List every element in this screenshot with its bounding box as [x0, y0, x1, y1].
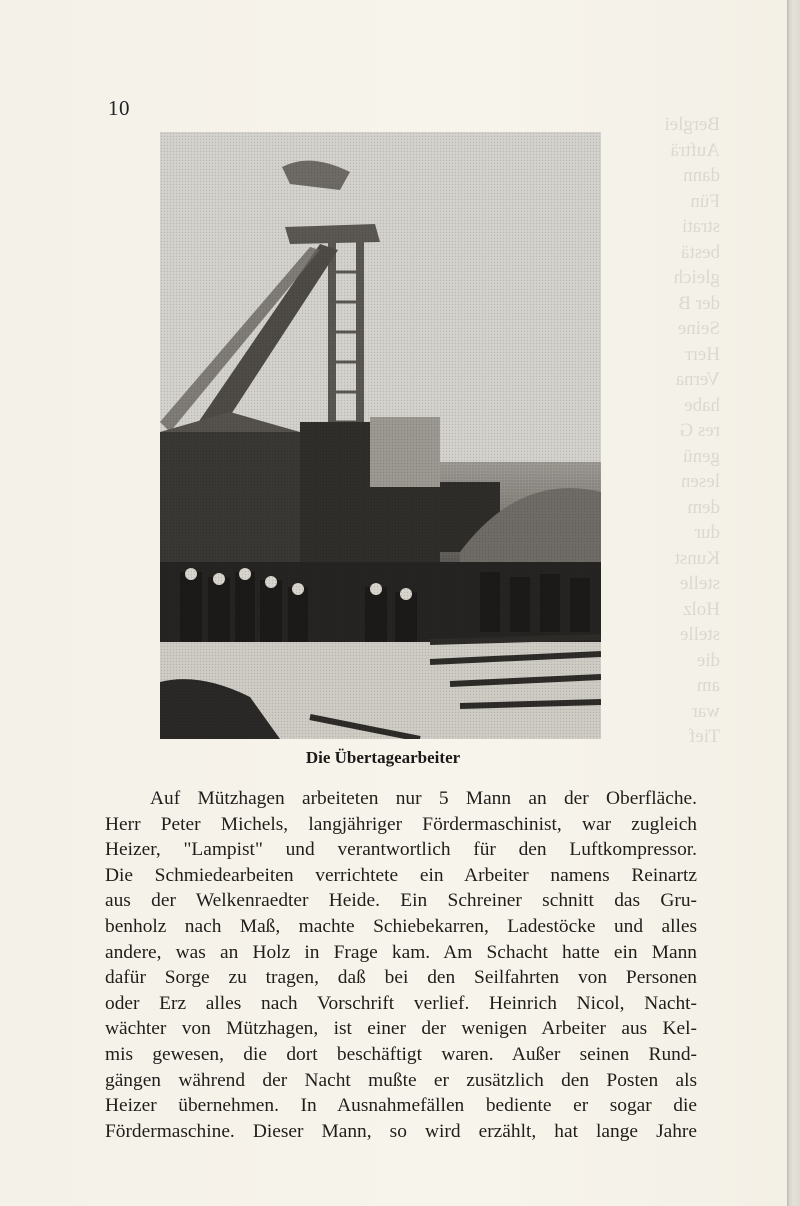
show-through-line: stelle [679, 573, 720, 594]
show-through-line: dem [687, 496, 720, 518]
text-line-content: benholz nach Maß, machte Schiebekarren, Ladestöcke und alles [105, 915, 697, 937]
text-line [105, 837, 697, 863]
text-line-content: oder Erz alles nach Vorschrift verlief. Heinrich Nicol, Nacht- [105, 992, 697, 1014]
show-through-line: bestä [680, 241, 720, 263]
text-line-content: Auf Mützhagen arbeiteten nur 5 Mann an der Oberfläche. [150, 788, 697, 809]
text-line [105, 1093, 697, 1119]
body-paragraph [105, 786, 697, 1144]
show-through-line: war [691, 700, 720, 722]
text-line-content: aus der Welkenraedter Heide. Ein Schreiner schnitt das Gru- [105, 890, 697, 912]
show-through-line: Fün [690, 190, 720, 212]
show-through-line: die [696, 649, 720, 671]
figure-caption [0, 748, 800, 768]
text-line [105, 914, 697, 940]
text-line-content: Heizer übernehmen. In Ausnahmefällen bediente er sogar die [105, 1095, 697, 1117]
show-through-line: Tief [689, 726, 720, 747]
text-line-content: Herr Peter Michels, langjähriger Fördermaschinist, war zugleich [105, 813, 697, 835]
text-line-content: Fördermaschine. Dieser Mann, so wird erzählt, hat lange Jahre [105, 1120, 697, 1142]
text-line [105, 1119, 697, 1145]
text-line [105, 1042, 697, 1068]
mine-headframe-photo [160, 132, 601, 739]
text-line-content: gängen während der Nacht mußte er zusätzlich den Posten als [105, 1069, 697, 1091]
page-edge-shadow [787, 0, 800, 1206]
show-through-line: lesen [680, 471, 720, 492]
text-line [105, 1016, 697, 1042]
show-through-line: res G [679, 420, 720, 441]
text-line [105, 940, 697, 966]
photo-illustration [160, 132, 601, 739]
text-line [105, 1068, 697, 1094]
show-through-line: dann [683, 165, 720, 186]
page-number: 10 [108, 96, 130, 120]
text-line-content: dafür Sorge zu tragen, daß bei den Seilfahrten von Personen [105, 967, 697, 989]
text-line [105, 888, 697, 914]
text-line [105, 786, 697, 812]
show-through-line: der B [678, 292, 720, 314]
show-through-line: Herr [685, 343, 720, 365]
text-line-content: wächter von Mützhagen, ist einer der wenigen Arbeiter aus Kel- [105, 1018, 697, 1040]
text-line-content: Die Schmiedearbeiten verrichtete ein Arbeiter namens Reinartz [105, 864, 697, 886]
show-through-line: strati [682, 216, 720, 237]
caption-text: Die Übertagearbeiter [305, 748, 461, 767]
show-through-line: Berglei [664, 114, 720, 135]
show-through-line: stelle [679, 624, 720, 645]
show-through-text [600, 112, 720, 752]
text-line [105, 965, 697, 991]
show-through-line: genü [683, 445, 720, 467]
text-line [105, 991, 697, 1017]
show-through-line: am [696, 675, 720, 696]
show-through-line: dur [694, 522, 720, 543]
show-through-line: Holz [683, 598, 720, 620]
show-through-line: habe [684, 394, 720, 416]
text-line-content: Heizer, "Lampist" und verantwortlich für den Luftkompressor. [105, 839, 697, 861]
show-through-line: Seine [677, 318, 720, 339]
text-line-content: andere, was an Holz in Frage kam. Am Schacht hatte ein Mann [105, 941, 697, 963]
show-through-line: gleich [673, 267, 720, 288]
show-through-line: Aufträ [670, 139, 720, 161]
text-line-content: mis gewesen, die dort beschäftigt waren. Außer seinen Rund- [105, 1043, 697, 1065]
show-through-line: Kunst [674, 547, 720, 569]
show-through-line: Verna [675, 369, 720, 390]
text-line [105, 863, 697, 889]
text-line [105, 812, 697, 838]
